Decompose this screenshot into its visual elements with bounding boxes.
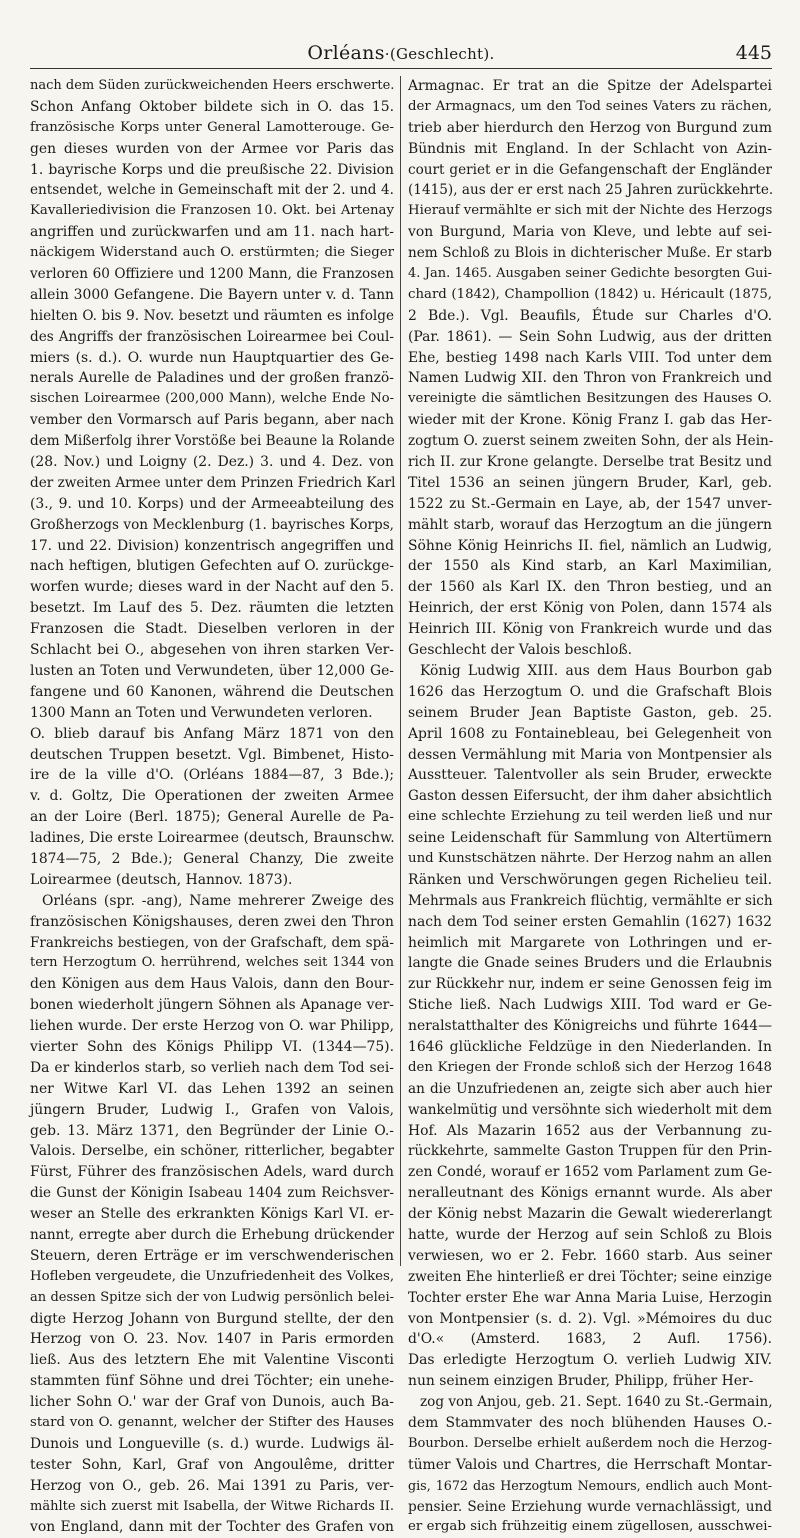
text-line: dem Mißerfolg ihrer Vorstöße bei Beaune la Rolande [30, 433, 395, 450]
text-line: rückkehrte, sammelte Gaston Truppen für den Prin- [408, 1143, 772, 1160]
text-line: sischen Loirearmee (200,000 Mann), welche Ende No- [30, 391, 394, 407]
text-line: (28. Nov.) und Loigny (2. Dez.) 3. und 4. Dez. von [30, 454, 394, 471]
text-line: gen dieses wurden von der Armee vor Paris das [30, 140, 394, 157]
text-line: die Gunst der Königin Isabeau 1404 zum Reichsver- [30, 1185, 394, 1202]
header-subtitle: ·(Geschlecht). [384, 45, 495, 63]
text-line: Das erledigte Herzogtum O. verlieh Ludwig XIV. [408, 1352, 772, 1369]
text-line: weser an Stelle des erkrankten Königs Karl VI. er- [30, 1206, 394, 1223]
text-line: 1626 das Herzogtum O. und die Grafschaft Blois [408, 683, 772, 700]
text-line: d'O.« (Amsterd. 1683, 2 Aufl. 1756). [408, 1331, 772, 1348]
text-line: allein 3000 Gefangene. Die Bayern unter v. d. Tann [30, 286, 394, 303]
text-line: Kavalleriedivision die Franzosen 10. Okt. bei Artenay [30, 203, 394, 219]
text-line: Heinrich III. König von Frankreich wurde und das [408, 621, 772, 638]
text-line: Geschlecht der Valois beschloß. [408, 642, 633, 659]
text-line: Hierauf vermählte er sich mit der Nichte des Herzogs [408, 203, 773, 219]
text-line: April 1608 zu Fontainebleau, bei Gelegenheit von [408, 725, 772, 742]
text-line: Stiche ließ. Nach Ludwigs XIII. Tod ward er Ge- [408, 997, 772, 1014]
text-line: Frankreichs bestiegen, von der Grafschaft, dem spä- [30, 934, 394, 951]
left-column [30, 76, 396, 1536]
text-line: court geriet er in die Gefangenschaft der Engländer [408, 161, 772, 178]
text-line: der 1550 als Kind starb, an Karl Maximilian, [408, 558, 772, 575]
text-line: Bündnis mit England. In der Schlacht von Azin- [408, 140, 772, 157]
text-line: seine Leidenschaft für Sammlung von Altertümern [408, 830, 772, 847]
text-line: gis, 1672 das Herzogtum Nemours, endlich auch Mont- [408, 1477, 772, 1493]
text-line: v. d. Goltz, Die Operationen der zweiten Armee [30, 788, 394, 805]
text-line: König Ludwig XIII. aus dem Haus Bourbon gab [420, 662, 772, 679]
text-line: angriffen und zurückwarfen und am 11. nach hart- [30, 224, 394, 241]
text-line: (Par. 1861). — Sein Sohn Ludwig, aus der dritten [408, 328, 772, 345]
text-line: Heinrich, der erst König von Polen, dann 1574 als [408, 600, 772, 617]
text-line: Hof. Als Mazarin 1652 aus der Verbannung zu- [408, 1122, 772, 1139]
text-line: Da er kinderlos starb, so verlieh nach dem Tod sei- [30, 1059, 394, 1076]
text-line: liehen wurde. Der erste Herzog von O. war Philipp, [30, 1018, 394, 1035]
text-line: nem Schloß zu Blois in dichterischer Muße. Er starb [408, 245, 772, 262]
text-line: dessen Vermählung mit Maria von Montpensier als [408, 746, 772, 763]
text-line: tern Herzogtum O. herrührend, welches seit 1344 von [30, 955, 394, 971]
text-line: licher Sohn O.' war der Graf von Dunois, auch Ba- [30, 1394, 394, 1411]
text-line: Schon Anfang Oktober bildete sich in O. das 15. [30, 98, 394, 115]
text-line: entsendet, welche in Gemeinschaft mit der 2. und 4. [30, 182, 394, 199]
text-line: nach dem Tod seiner ersten Gemahlin (1627) 1632 [408, 913, 772, 930]
text-line: Herzog von O. 23. Nov. 1407 in Paris ermorden [30, 1331, 394, 1348]
text-line: 1. bayrische Korps und die preußische 22. Division [30, 161, 394, 178]
text-line: von Burgund, Maria von Kleve, und lebte auf sei- [408, 224, 772, 241]
text-line: tester Sohn, Karl, Graf von Angoulême, dritter [30, 1456, 394, 1473]
text-line: hielten O. bis 9. Nov. besetzt und räumten es infolge [30, 307, 394, 324]
text-line: chard (1842), Champollion (1842) u. Héricault (1875, [408, 286, 772, 302]
text-line: Armagnac. Er trat an die Spitze der Adelspartei [408, 78, 772, 94]
text-line: an die Unzufriedenen an, zeigte sich aber auch hier [408, 1080, 772, 1097]
text-line: Franzosen die Stadt. Dieselben verloren in der [30, 621, 394, 638]
text-line: zweiten Ehe hinterließ er drei Töchter; seine einzige [408, 1268, 772, 1285]
running-title [30, 42, 772, 64]
text-line: O. blieb darauf bis Anfang März 1871 von den [30, 725, 394, 742]
text-line: trieb aber hierdurch den Herzog von Burgund zum [408, 119, 772, 136]
text-line: (1415), aus der er erst nach 25 Jahren zurückkehrte. [408, 182, 774, 199]
header-title: Orléans [307, 42, 385, 64]
text-line: 2 Bde.). Vgl. Beaufils, Étude sur Charles d'O. [408, 307, 772, 324]
text-line: und Kunstschätzen nährte. Der Herzog nahm an allen [408, 850, 772, 866]
text-line: nerals Aurelle de Paladines und der großen franzö- [30, 370, 394, 387]
text-line: jüngern Bruder, Ludwig I., Grafen von Valois, [30, 1101, 394, 1118]
text-line: pensier. Seine Erziehung wurde vernachlässigt, und [408, 1498, 772, 1515]
text-line: 1300 Mann an Toten und Verwundeten verloren. [30, 704, 373, 721]
text-line: (3., 9. und 10. Korps) und der Armeeabteilung des [30, 495, 394, 512]
text-line: Titel 1536 an seinen jüngern Bruder, Karl, geb. [408, 474, 772, 491]
text-line: worfen wurde; dieses ward in der Nacht auf den 5. [30, 579, 394, 596]
text-line: Dunois und Longueville (s. d.) wurde. Ludwigs äl- [30, 1435, 394, 1452]
text-line: vereinigte die sämtlichen Besitzungen des Hauses O. [408, 391, 772, 407]
text-line: Namen Ludwig XII. den Thron von Frankreich und [408, 370, 772, 387]
text-line: zogtum O. zuerst seinem zweiten Sohn, der als Hein- [408, 433, 774, 450]
text-line: geb. 13. März 1371, den Begründer der Linie O.- [30, 1122, 394, 1139]
text-line: der Armagnacs, um den Tod seines Vaters zu rächen, [408, 98, 772, 114]
text-line: heimlich mit Margarete von Lothringen und er- [408, 934, 772, 951]
text-line: verloren 60 Offiziere und 1200 Mann, die Franzosen [30, 266, 394, 283]
text-line: neralstatthalter des Königreichs und führte 1644— [408, 1018, 772, 1035]
text-line: von England, dann mit der Tochter des Grafen von [30, 1519, 394, 1536]
text-line: ner Witwe Karl VI. das Lehen 1392 an seinen [30, 1080, 394, 1097]
text-line: Hofleben vergeudete, die Unzufriedenheit des Volkes, [30, 1268, 395, 1284]
right-column [408, 76, 774, 1535]
text-line: verwiesen, wo er 2. Febr. 1660 starb. Aus seiner [408, 1247, 772, 1264]
text-line: Steuern, deren Erträge er im verschwenderischen [30, 1247, 394, 1264]
text-line: dem Stammvater des noch blühenden Hauses O.- [408, 1415, 772, 1431]
text-line: stard von O. genannt, welcher der Stifter des Hauses [30, 1415, 394, 1430]
text-line: 4. Jan. 1465. Ausgaben seiner Gedichte besorgten Gui- [408, 266, 772, 282]
text-line: an dessen Spitze sich der von Ludwig persönlich belei- [30, 1289, 394, 1305]
text-line: Schlacht bei O., abgesehen von ihren starken Ver- [30, 642, 394, 659]
text-line: Ehe, bestieg 1498 nach Karls VIII. Tod unter dem [408, 349, 772, 366]
text-line: des Angriffs der französischen Loirearmee bei Coul- [30, 328, 394, 345]
text-line: lusten an Toten und Verwundeten, über 12,000 Ge- [30, 662, 394, 679]
text-line: ire de la ville d'O. (Orléans 1884—87, 3 Bde.); [30, 767, 394, 784]
text-line: miers (s. d.). O. wurde nun Hauptquartier des Ge- [30, 349, 394, 366]
running-header [30, 42, 772, 69]
text-line: nach dem Süden zurückweichenden Heers erschwerte. [30, 78, 395, 93]
text-line: mählte sich zuerst mit Isabella, der Witwe Richards II. [30, 1498, 394, 1514]
text-line: der zweiten Armee unter dem Prinzen Friedrich Karl [30, 474, 396, 491]
text-columns [30, 76, 774, 1536]
text-line: bonen wiederholt jüngern Söhnen als Apanage ver- [30, 997, 394, 1014]
text-line: 1874—75, 2 Bde.); General Chanzy, Die zweite [30, 850, 394, 867]
text-line: Gaston dessen Eifersucht, der ihm daher absichtlich [408, 788, 772, 805]
text-line: an der Loire (Berl. 1875); General Aurelle de Pa- [30, 809, 394, 826]
text-line: wieder mit der Krone. König Franz I. gab das Her- [408, 412, 772, 429]
text-line: langte die Gnade seines Bruders und die Erlaubnis [408, 955, 772, 972]
text-line: Bourbon. Derselbe erhielt außerdem noch die Herzog- [408, 1435, 772, 1451]
text-line: Fürst, Führer des französischen Adels, ward durch [30, 1164, 394, 1181]
text-line: französischen Königshauses, deren zwei den Thron [30, 913, 394, 930]
text-line: ließ. Aus des letztern Ehe mit Valentine Visconti [30, 1352, 394, 1369]
text-line: rich II. zur Krone gelangte. Derselbe trat Besitz und [408, 454, 772, 471]
text-line: vember den Vormarsch auf Paris begann, aber nach [30, 412, 394, 429]
text-line: den Kriegen der Fronde schloß sich der Herzog 1648 [408, 1059, 772, 1075]
text-line: fangene und 60 Kanonen, während die Deutschen [30, 683, 394, 700]
text-line: nannt, erregte aber durch die Erhebung drückender [30, 1226, 394, 1243]
text-line: Ränken und Verschwörungen gegen Richelieu teil. [408, 871, 772, 888]
text-line: Loirearmee (deutsch, Hannov. 1873). [30, 871, 293, 888]
text-line: Ausstteuer. Talentvoller als sein Bruder, erweckte [408, 767, 772, 784]
text-line: wankelmütig und versöhnte sich wiederholt mit dem [408, 1101, 772, 1118]
column-divider [400, 76, 401, 1266]
text-line: näckigem Widerstand auch O. erstürmten; die Sieger [30, 245, 394, 261]
text-line: 1522 zu St.-Germain en Laye, ab, der 1547 unver- [408, 495, 772, 512]
text-line: seinem Bruder Jean Baptiste Gaston, geb. 25. [408, 704, 772, 721]
text-line: stammten fünf Söhne und drei Töchter; ein unehe- [30, 1373, 394, 1390]
text-line: Söhne König Heinrichs II. fiel, nämlich an Ludwig, [408, 537, 772, 554]
text-line: zur Rückkehr nur, indem er seine Genossen feig im [408, 976, 772, 993]
text-line: Tochter erster Ehe war Anna Maria Luise, Herzogin [408, 1289, 772, 1306]
text-line: der 1560 als Karl IX. den Thron bestieg, und an [408, 579, 772, 596]
text-line: nun seinem einzigen Bruder, Philipp, früher Her- [408, 1373, 754, 1390]
text-line: besetzt. Im Lauf des 5. Dez. räumten die letzten [30, 600, 394, 617]
text-line: den Königen aus dem Haus Valois, dann den Bour- [30, 976, 394, 993]
text-line: Herzog von O., geb. 26. Mai 1391 zu Paris, ver- [30, 1477, 394, 1494]
text-line: deutschen Truppen besetzt. Vgl. Bimbenet, Histo- [30, 746, 394, 763]
text-line: ladines, Die erste Loirearmee (deutsch, Braunschw. [30, 830, 395, 847]
text-line: Valois. Derselbe, ein schöner, ritterlicher, begabter [30, 1143, 394, 1160]
text-line: Orléans (spr. -ang), Name mehrerer Zweige des [42, 892, 394, 909]
text-line: tümer Valois und Chartres, die Herrschaft Montar- [408, 1456, 772, 1473]
text-line: 17. und 22. Division) konzentrisch angegriffen und [30, 537, 394, 554]
text-line: 1646 glückliche Feldzüge in den Niederlanden. In [408, 1038, 772, 1055]
text-line: er ergab sich frühzeitig einem zügellosen, ausschwei- [408, 1519, 772, 1535]
text-line: zen Condé, worauf er 1652 vom Parlament zum Ge- [408, 1164, 772, 1181]
text-line: hatte, wurde der Herzog auf sein Schloß zu Blois [408, 1226, 772, 1243]
text-line: Mehrmals aus Frankreich flüchtig, vermählte er sich [408, 892, 773, 909]
text-line: von Montpensier (s. d. 2). Vgl. »Mémoires du duc [408, 1310, 772, 1327]
text-line: Großherzogs von Mecklenburg (1. bayrisches Korps, [30, 516, 394, 533]
text-line: nach heftigen, blutigen Gefechten auf O. zurückge- [30, 558, 394, 575]
text-line: zog von Anjou, geb. 21. Sept. 1640 zu St.-Germain, [420, 1394, 773, 1411]
text-line: französische Korps unter General Lamotterouge. Ge- [30, 119, 394, 135]
text-line: neralleutnant des Königs ernannt wurde. Als aber [408, 1185, 772, 1202]
text-line: der König nebst Mazarin die Gewalt wiedererlangt [408, 1206, 772, 1223]
text-line: mählt starb, worauf das Herzogtum an die jüngern [408, 516, 772, 533]
text-line: eine schlechte Erziehung zu teil werden ließ und nur [408, 809, 772, 825]
text-line: digte Herzog Johann von Burgund stellte, der den [30, 1310, 394, 1327]
page-number: 445 [735, 42, 772, 64]
text-line: vierter Sohn des Königs Philipp VI. (1344—75). [30, 1038, 394, 1055]
